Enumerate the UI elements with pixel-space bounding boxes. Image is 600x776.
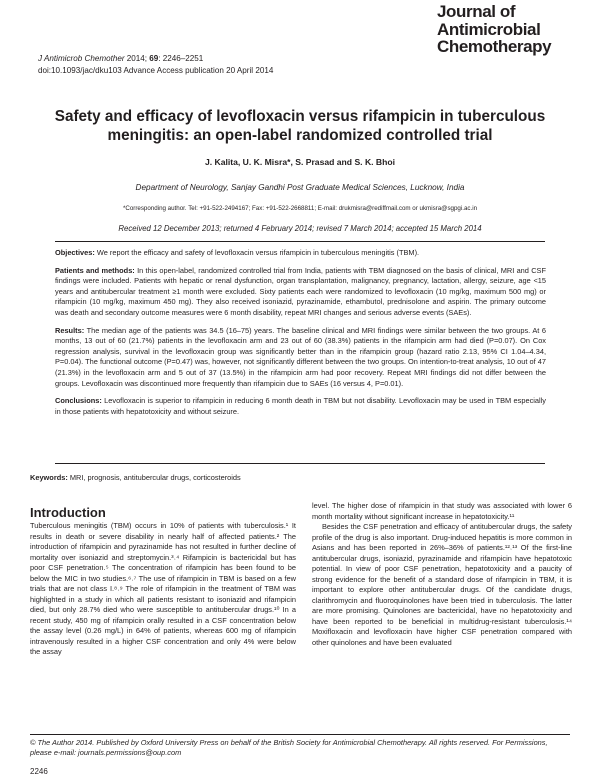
- results-text: The median age of the patients was 34.5 (16–75) years. The baseline clinical and MRI findings were similar between the two groups. At 6 months, 13 out of 60 (21.7%) patients in the levofloxacin arm and 23 out of 60 (38.3%) patients in the rifampicin arm had died (P=0.07). On Cox regression analysis, survival in the levofloxacin group was significantly better than in the rifampicin group (hazard ratio 2.13, 95% CI 1.04–4.34, P=0.04). The functional outcome (P=0.47) was, however, not significantly different between the two groups. On intention-to-treat analysis, 10 out of 47 (21.3%) in the levofloxacin arm and 5 out of 37 (13.5%) in the rifampicin arm had poor recovery. Repeat MRI findings did not differ between the groups. Levofloxacin was discontinued more frequently than rifampicin due to SAEs (16 versus 4, P=0.01).: [55, 325, 546, 388]
- abstract: [55, 248, 546, 424]
- keywords-label: Keywords:: [30, 473, 68, 482]
- abstract-results: [55, 326, 546, 390]
- methods-text: In this open-label, randomized controlled trial from India, patients with TBM diagnosed on the basis of clinical, MRI and CSF findings were included. Patients with hepatic or renal dysfunction, organ transplantation, malignancy, pregnancy, lactation, allergy, seizure, age <15 years and antitubercular treatment ≥1 month were excluded. Sixty patients each were randomized to levofloxacin (10 mg/kg, maximum 500 mg) or rifampicin (10 mg/kg, maximum 450 mg). They also received isoniazid, pyrazinamide, ethambutol, prednisolone and aspirin. The primary outcome was death and secondary outcome measures were 6 month disability, repeat MRI changes and serious adverse events (SAEs).: [55, 265, 546, 317]
- abstract-conclusions: [55, 396, 546, 417]
- journal-logo-line-3: Chemotherapy: [437, 37, 552, 56]
- section-heading: Introduction: [30, 505, 106, 520]
- left-column: [30, 521, 296, 658]
- author-list: J. Kalita, U. K. Misra*, S. Prasad and S. K. Bhoi: [204, 157, 396, 167]
- journal-logo-line-1: Journal of: [437, 2, 516, 21]
- objectives-label: Objectives:: [55, 248, 95, 257]
- abstract-bottom-rule: [55, 463, 545, 464]
- right-paragraph-1: level. The higher dose of rifampicin in that study was associated with lower 6 month mortality without significant increase in hepatotoxicity.¹¹: [312, 501, 572, 521]
- abstract-top-rule: [55, 241, 545, 242]
- citation-line: [38, 54, 203, 63]
- conclusions-text: Levofloxacin is superior to rifampicin in reducing 6 month death in TBM but not disability. Levofloxacin may be used in TBM especially in those patients with hepatotoxicity and without seizure.: [55, 396, 546, 416]
- affiliation: Department of Neurology, Sanjay Gandhi Post Graduate Medical Sciences, Lucknow, India: [135, 183, 465, 192]
- citation-year: 2014;: [126, 54, 148, 63]
- doi-line: doi:10.1093/jac/dku103 Advance Access publication 20 April 2014: [38, 66, 274, 75]
- right-paragraph-2: Besides the CSF penetration and efficacy of antitubercular drugs, the safety profile of the drug is also important. Drug-induced hepatitis is more common in Asians and has been reported in 26%–36% of patients.¹²˒¹³ Of the first-line antitubercular drugs, isoniazid, pyrazinamide and rifampicin have hepatotoxic potential. In view of poor CSF penetration, hepatotoxicity and a paucity of strong evidence for the benefit of a standard dose of rifampicin in TBM, it is important to explore other antitubercular drugs. Of the candidate drugs, clarithromycin and fluoroquinolones have been tried in tuberculosis. The latter are more promising. Quinolones are bactericidal, have no hepatotoxicity and have been reported to be beneficial in multidrug-resistant tuberculosis.¹⁴ Moxifloxacin and levofloxacin have higher CSF penetration compared with other quinolones and have been evaluated: [312, 522, 572, 647]
- journal-logo-line-2: Antimicrobial: [437, 19, 541, 39]
- keywords-text: MRI, prognosis, antitubercular drugs, corticosteroids: [69, 473, 241, 482]
- journal-logo: [437, 3, 592, 56]
- objectives-text: We report the efficacy and safety of levofloxacin versus rifampicin in tuberculous meningitis (TBM).: [96, 248, 420, 257]
- results-label: Results:: [55, 325, 85, 335]
- citation-volume: 69: [149, 54, 159, 63]
- citation-pages: : 2246–2251: [158, 54, 204, 63]
- correspondence: *Corresponding author. Tel: +91-522-2494167; Fax: +91-522-2668811; E-mail: drukmisra@rediffmail.com or ukmisra@sgpgi.ac.in: [122, 205, 478, 212]
- copyright-footer: © The Author 2014. Published by Oxford University Press on behalf of the British Society for Antimicrobial Chemotherapy. All rights reserved. For Permissions, please e-mail: journals.permissions@oup.com: [30, 738, 548, 757]
- abstract-methods: [55, 266, 546, 319]
- keywords: [30, 473, 241, 482]
- left-paragraph-1: Tuberculous meningitis (TBM) occurs in 10% of patients with tuberculosis.¹ It results in death or severe disability in nearly half of affected patients.² The introduction of rifampicin and pyrazinamide has not resulted in further decline of mortality over isoniazid and streptomycin.³˒⁴ Rifampicin is bactericidal but has poor CSF penetration.⁵ The concentration of rifampicin has been found to be below the MIC in two studies.⁶˒⁷ The use of rifampicin in TBM is based on a few trials that are not class I.⁸˒⁹ The role of rifampicin in the treatment of TBM was highlighted in a study in which all patients resistant to isoniazid and rifampicin died, but only 28.7% died who were susceptible to antitubercular drugs.¹⁰ In a recent study, 450 mg of rifampicin orally resulted in a CSF concentration below the assay level (0.26 mg/L) in 64% of patients, whereas 600 mg of rifampicin intravenously resulted in a higher CSF concentration and only 4% were below the assay: [30, 521, 296, 656]
- abstract-objectives: [55, 248, 546, 259]
- right-column: [312, 501, 572, 648]
- citation-journal: J Antimicrob Chemother: [38, 54, 125, 63]
- article-title: Safety and efficacy of levofloxacin versus rifampicin in tuberculous meningitis: an open-label randomized controlled trial: [54, 108, 546, 144]
- footer-rule: [30, 734, 570, 735]
- article-dates: Received 12 December 2013; returned 4 February 2014; revised 7 March 2014; accepted 15 March 2014: [118, 224, 482, 233]
- page-number: 2246: [30, 767, 48, 776]
- methods-label: Patients and methods:: [55, 265, 135, 275]
- conclusions-label: Conclusions:: [55, 396, 102, 406]
